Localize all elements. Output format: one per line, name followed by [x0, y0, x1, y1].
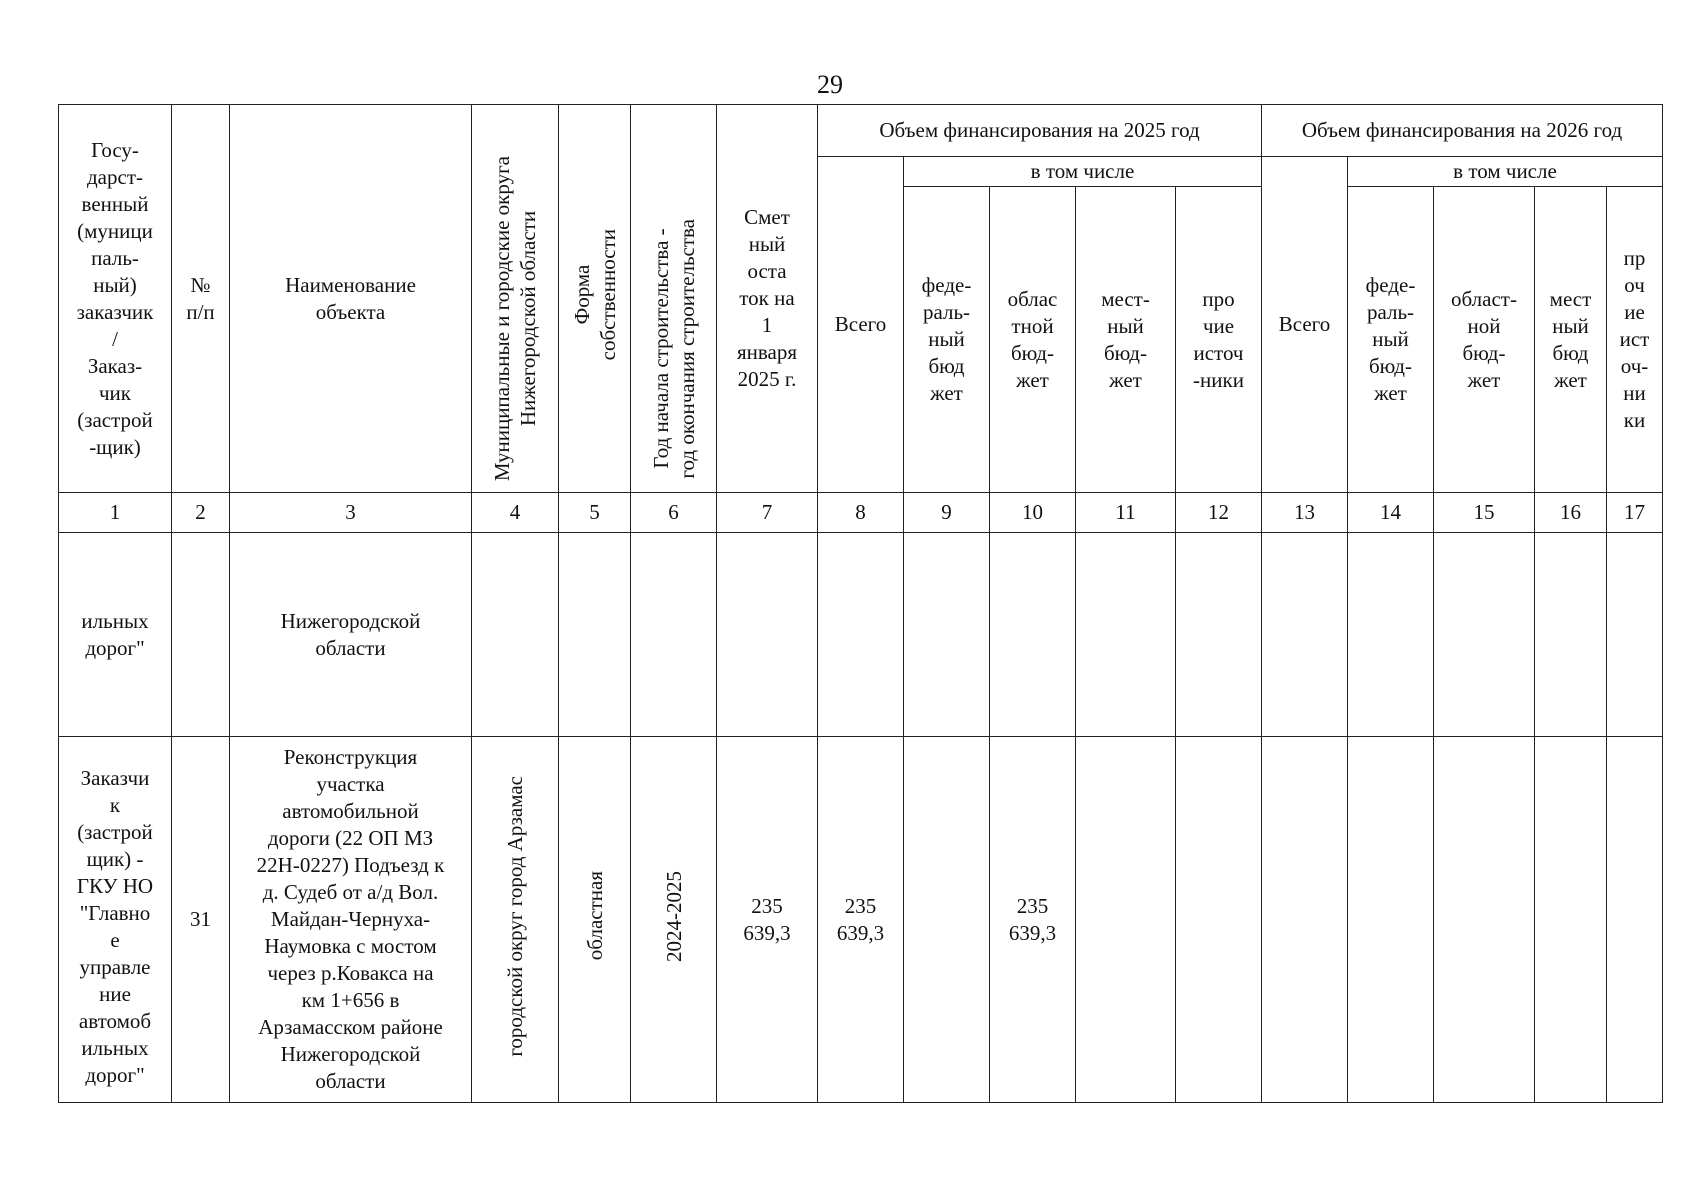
cell-regional-2026	[1434, 737, 1535, 1103]
cell-total-2026	[1262, 533, 1348, 737]
cell-federal-2025	[904, 533, 990, 737]
col-number: 10	[990, 493, 1076, 533]
header-municipality-text: Муниципальные и городские округа Нижегородской области	[490, 155, 540, 481]
cell-ownership-text: областная	[582, 871, 607, 961]
table-row	[59, 737, 1663, 1103]
header-years-text: Год начала строительства - год окончания строительства	[648, 219, 699, 479]
table-row	[59, 533, 1663, 737]
header-object-name: Наименование объекта	[230, 105, 472, 493]
cell-years	[631, 533, 717, 737]
header-fin-2025: Объем финансирования на 2025 год	[818, 105, 1262, 157]
cell-other-2026	[1607, 533, 1663, 737]
header-including-2026: в том числе	[1348, 157, 1663, 187]
col-number: 8	[818, 493, 904, 533]
cell-federal-2026	[1348, 533, 1434, 737]
col-number: 9	[904, 493, 990, 533]
header-total-2025: Всего	[818, 157, 904, 493]
col-number: 16	[1535, 493, 1607, 533]
cell-years-text: 2024-2025	[661, 870, 686, 962]
col-number: 6	[631, 493, 717, 533]
header-years	[631, 105, 717, 493]
cell-regional-2025: 235 639,3	[990, 737, 1076, 1103]
cell-other-2025	[1176, 737, 1262, 1103]
financing-table	[58, 104, 1663, 1103]
cell-estimate	[717, 533, 818, 737]
cell-local-2025	[1076, 533, 1176, 737]
column-numbers-row	[59, 493, 1663, 533]
cell-item-no	[172, 533, 230, 737]
cell-years	[631, 737, 717, 1103]
cell-other-2025	[1176, 533, 1262, 737]
header-local-2025: мест- ный бюд- жет	[1076, 187, 1176, 493]
header-including-2025: в том числе	[904, 157, 1262, 187]
header-total-2026: Всего	[1262, 157, 1348, 493]
header-federal-2025: феде- раль- ный бюд жет	[904, 187, 990, 493]
header-federal-2026: феде- раль- ный бюд- жет	[1348, 187, 1434, 493]
col-number: 15	[1434, 493, 1535, 533]
header-fin-2026: Объем финансирования на 2026 год	[1262, 105, 1663, 157]
header-regional-2025: облас тной бюд- жет	[990, 187, 1076, 493]
cell-total-2026	[1262, 737, 1348, 1103]
header-ownership	[559, 105, 631, 493]
cell-ownership	[559, 737, 631, 1103]
cell-municipality-text: городской округ город Арзамас	[503, 775, 527, 1057]
col-number: 17	[1607, 493, 1663, 533]
header-local-2026: мест ный бюд жет	[1535, 187, 1607, 493]
cell-ownership	[559, 533, 631, 737]
cell-local-2026	[1535, 533, 1607, 737]
header-estimate: Смет ный оста ток на 1 января 2025 г.	[717, 105, 818, 493]
cell-object-name: Реконструкция участка автомобильной дороги (22 ОП МЗ 22Н-0227) Подъезд к д. Судеб от а/д Вол. Майдан-Чернуха- Наумовка с мостом через р.Ковакса на км 1+656 в Арзамасском районе Нижегородской области	[230, 737, 472, 1103]
header-other-2025: про чие источ -ники	[1176, 187, 1262, 493]
cell-municipality	[472, 533, 559, 737]
header-item-no: № п/п	[172, 105, 230, 493]
col-number: 5	[559, 493, 631, 533]
col-number: 1	[59, 493, 172, 533]
col-number: 3	[230, 493, 472, 533]
header-regional-2026: област- ной бюд- жет	[1434, 187, 1535, 493]
cell-estimate: 235 639,3	[717, 737, 818, 1103]
cell-total-2025: 235 639,3	[818, 737, 904, 1103]
cell-item-no: 31	[172, 737, 230, 1103]
cell-local-2025	[1076, 737, 1176, 1103]
col-number: 13	[1262, 493, 1348, 533]
col-number: 11	[1076, 493, 1176, 533]
cell-local-2026	[1535, 737, 1607, 1103]
col-number: 14	[1348, 493, 1434, 533]
header-ownership-text: Форма собственности	[569, 229, 620, 361]
header-customer: Госу- дарст- венный (муници паль- ный) заказчик / Заказ- чик (застрой -щик)	[59, 105, 172, 493]
cell-regional-2026	[1434, 533, 1535, 737]
cell-customer: Заказчи к (застрой щик) - ГКУ НО "Главно е управле ние автомоб ильных дорог"	[59, 737, 172, 1103]
col-number: 7	[717, 493, 818, 533]
cell-other-2026	[1607, 737, 1663, 1103]
header-other-2026: пр оч ие ист оч- ни ки	[1607, 187, 1663, 493]
col-number: 4	[472, 493, 559, 533]
cell-federal-2026	[1348, 737, 1434, 1103]
cell-total-2025	[818, 533, 904, 737]
cell-municipality	[472, 737, 559, 1103]
col-number: 2	[172, 493, 230, 533]
col-number: 12	[1176, 493, 1262, 533]
page-number: 29	[817, 70, 843, 99]
cell-federal-2025	[904, 737, 990, 1103]
cell-regional-2025	[990, 533, 1076, 737]
header-municipality	[472, 105, 559, 493]
cell-object-name: Нижегородской области	[230, 533, 472, 737]
cell-customer: ильных дорог"	[59, 533, 172, 737]
